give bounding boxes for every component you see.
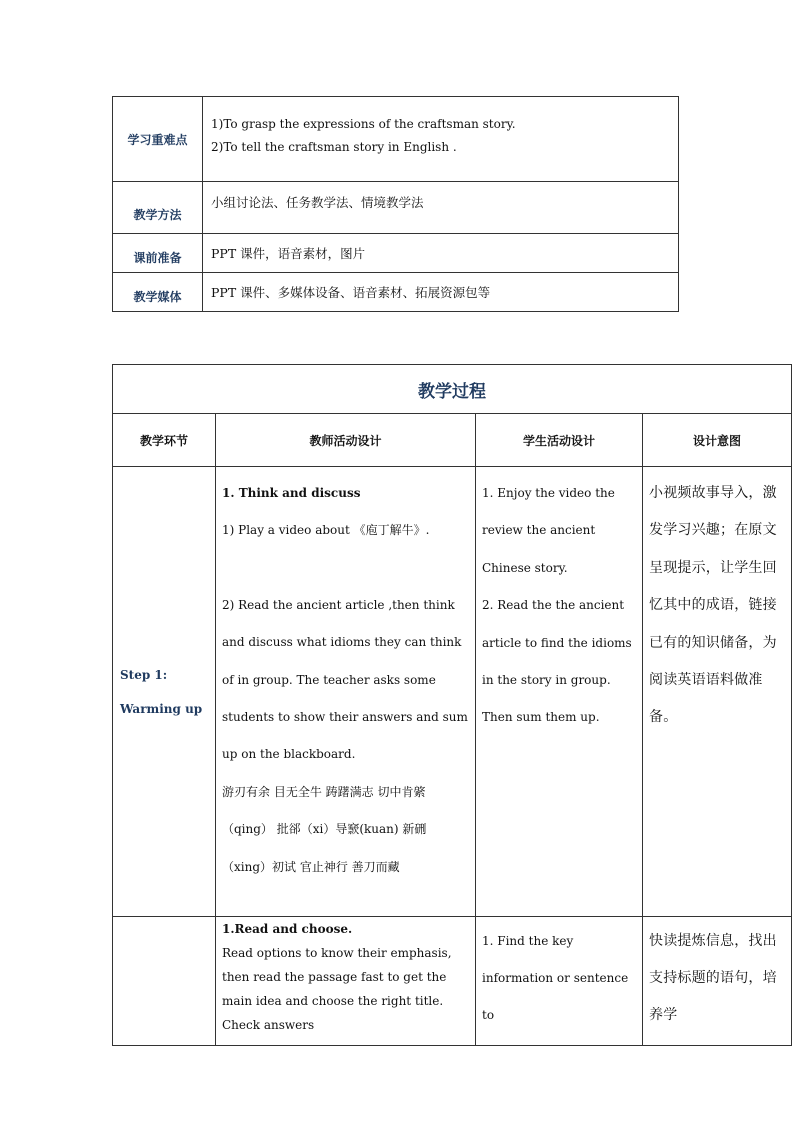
step2-teacher-cell [216,917,476,1046]
process-title: 教学过程 [113,365,792,414]
step1-intent-cell [643,467,792,917]
info-value [203,273,679,312]
header-student: 学生活动设计 [476,414,643,467]
step2-intent: 快读提炼信息，找出支持标题的语句，培养学 [649,933,777,1023]
info-line: 2)To tell the craftsman story in English . [211,140,457,154]
info-line: PPT 课件，语音素材，图片 [211,246,366,261]
teacher-item1: 1) Play a video about 《庖丁解牛》. [222,523,430,538]
teacher-item2: 2) Read the ancient article ,then think and discuss what idioms they can think of in group. The teacher asks some students to show their answers and sum up on the blackboard. [222,597,468,762]
step2-student-cell [476,917,643,1046]
student-item1: 1. Enjoy the video the review the ancient Chinese story. [482,486,615,575]
info-value [203,234,679,273]
step2-teacher-heading: 1.Read and choose. [222,922,353,936]
step1-label [113,467,216,917]
info-value [203,97,679,182]
header-intent: 设计意图 [643,414,792,467]
info-label: 教学媒体 [113,273,203,312]
header-stage: 教学环节 [113,414,216,467]
process-title-row [113,365,792,414]
info-label: 课前准备 [113,234,203,273]
info-row-media [113,273,679,312]
info-line: PPT 课件、多媒体设备、语音素材、拓展资源包等 [211,285,491,300]
teacher-heading: 1. Think and discuss [222,486,361,500]
student-item2: 2. Read the the ancient article to find the idioms in the story in group. Then sum them up. [482,598,632,725]
step2-label [113,917,216,1046]
header-teacher: 教师活动设计 [216,414,476,467]
info-line: 小组讨论法、任务教学法、情境教学法 [211,195,424,210]
info-label: 教学方法 [113,182,203,234]
info-line: 1)To grasp the expressions of the craftsman story. [211,117,516,131]
teacher-idioms: 游刃有余 目无全牛 踌躇满志 切中肯綮（qing） 批郤（xi）导窾(kuan) 新硎（xing）初试 官止神行 善刀而藏 [222,784,427,874]
step2-row [113,917,792,1046]
step1-label-line2: Warming up [120,701,203,716]
info-table [112,96,679,312]
info-row-key-points [113,97,679,182]
info-row-method [113,182,679,234]
process-header-row [113,414,792,467]
step1-teacher-cell [216,467,476,917]
info-label: 学习重难点 [113,97,203,182]
step2-teacher-text: Read options to know their emphasis, then read the passage fast to get the main idea and choose the right title. Check answers [222,946,452,1032]
process-table [112,364,792,1046]
step1-student-cell [476,467,643,917]
info-value [203,182,679,234]
step1-intent: 小视频故事导入，激发学习兴趣；在原文呈现提示，让学生回忆其中的成语，链接已有的知识储备，为阅读英语语料做准备。 [649,485,777,726]
step1-label-line1: Step 1: [120,667,168,682]
step1-row [113,467,792,917]
info-row-preparation [113,234,679,273]
step2-intent-cell [643,917,792,1046]
step2-student: 1. Find the key information or sentence to [482,934,629,1022]
